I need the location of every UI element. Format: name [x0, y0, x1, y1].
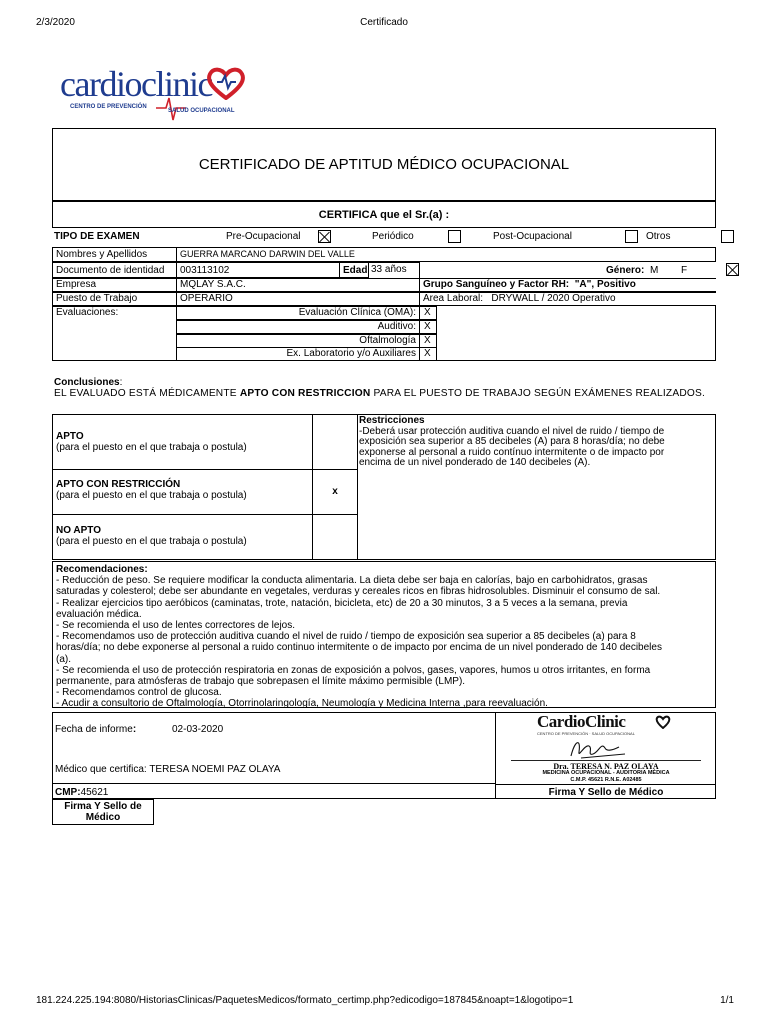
- fecha-colon: :: [132, 724, 137, 735]
- eval-row: Oftalmología: [176, 334, 420, 348]
- signature-divider: [495, 712, 496, 799]
- grupo-label: Grupo Sanguíneo y Factor RH:: [423, 279, 570, 290]
- tipo-examen-label: TIPO DE EXAMEN: [54, 231, 140, 242]
- documento-value: 003113102: [176, 262, 340, 278]
- logo-subtitle-occupational: SALUD OCUPACIONAL: [168, 108, 235, 114]
- stamp-specialty: MEDICINA OCUPACIONAL - AUDITORIA MÉDICA: [542, 770, 670, 776]
- checkbox-genero-m[interactable]: [726, 263, 739, 276]
- firma-left-line1: Firma Y Sello de: [64, 801, 142, 812]
- option-pre-ocupacional: Pre-Ocupacional: [226, 231, 301, 242]
- logo-subtitle-prevention: CENTRO DE PREVENCIÓN: [70, 104, 147, 110]
- eval-mark: X: [419, 334, 437, 348]
- conclusion-pre: EL EVALUADO ESTÁ MÉDICAMENTE: [54, 388, 240, 399]
- stamp-subtitle: CENTRO DE PREVENCIÓN · SALUD OCUPACIONAL: [537, 731, 635, 736]
- fecha-informe: [55, 724, 136, 735]
- area-label: Area Laboral:: [423, 293, 484, 304]
- aptitud-title: APTO CON RESTRICCIÓN: [56, 479, 181, 490]
- edad-label: Edad: [339, 262, 369, 278]
- restricciones-label: Restricciones: [359, 415, 425, 426]
- logo-wordmark: cardioclinic: [60, 64, 212, 104]
- recomendacion-line: (a).: [56, 653, 71, 665]
- aptitud-mark-no-apto: [312, 514, 358, 560]
- recomendacion-line: - Se recomienda el uso de protección respiratoria en zonas de exposición a polvos, gases, vapores, humos u otros irritantes, en forma: [56, 664, 651, 676]
- medico-certifica: [55, 764, 280, 775]
- firma-sello-left: [52, 799, 154, 825]
- edad-value: 33 años: [368, 262, 420, 278]
- cmp: [55, 787, 108, 798]
- nombres-label: Nombres y Apellidos: [52, 247, 177, 262]
- recomendacion-line: - Recomendamos uso de protección auditiva cuando el nivel de ruido / tiempo de exposición sea superior a 85 decibeles (a) para 8: [56, 631, 636, 643]
- cmp-value: 45621: [80, 787, 109, 798]
- recomendacion-line: - Se recomienda el uso de lentes correctores de lejos.: [56, 620, 296, 632]
- restricciones-line: exponerse al personal a ruido contínuo intermitente o de impacto por: [359, 446, 665, 458]
- genero-f-label: F: [681, 265, 688, 276]
- restricciones-line: exposición sea superior a 85 decibeles (A) para 8 horas/día; no debe: [359, 436, 665, 448]
- aptitud-title: APTO: [56, 431, 84, 442]
- aptitud-sub: (para el puesto en el que trabaja o postula): [56, 442, 247, 453]
- aptitud-title: NO APTO: [56, 525, 102, 536]
- puesto-value: OPERARIO: [176, 292, 420, 306]
- conclusiones-heading: [54, 377, 122, 388]
- grupo-value: "A", Positivo: [574, 279, 636, 290]
- recomendacion-line: saturadas y colesterol; debe ser abundante en vegetales, verduras y cereales ricos en fibras hidrosolubles. Disminuir el consumo de sal.: [56, 586, 661, 598]
- restricciones-line: -Deberá usar protección auditiva cuando el nivel de ruido / tiempo de: [359, 425, 665, 437]
- conclusion-result: APTO CON RESTRICCION: [239, 388, 371, 399]
- recomendacion-line: - Acudir a consultorio de Oftalmología, Otorrinolaringología, Neumología y Medicina Interna ,para reevaluación.: [56, 698, 548, 710]
- checkbox-otros[interactable]: [721, 230, 734, 243]
- empresa-value: MQLAY S.A.C.: [176, 278, 420, 292]
- genero-label: Género:: [606, 265, 645, 276]
- aptitud-mark-apto: [312, 414, 358, 470]
- eval-mark: X: [419, 347, 437, 361]
- conclusion-post: PARA EL PUESTO DE TRABAJO SEGÚN EXÁMENES REALIZADOS.: [370, 388, 706, 399]
- recomendacion-line: evaluación médica.: [56, 608, 142, 620]
- eval-mark: X: [419, 306, 437, 320]
- print-title: Certificado: [360, 17, 408, 28]
- restricciones-panel: [358, 416, 714, 469]
- recomendacion-line: - Realizar ejercicios tipo aeróbicos (caminatas, trote, natación, bicicleta, etc) de 20 a 30 minutos, 3 a 5 veces a la semana, previa: [56, 597, 628, 609]
- puesto-label: Puesto de Trabajo: [52, 292, 177, 306]
- recomendaciones-box: [52, 561, 716, 708]
- handwritten-signature: [567, 734, 637, 762]
- eval-mark: X: [419, 320, 437, 334]
- option-periodico: Periódico: [372, 231, 414, 242]
- eval-row: Auditivo:: [176, 320, 420, 334]
- recomendacion-line: horas/día; no debe exponerse al personal a ruido continuo intermitente o de impacto por encima de un nivel ponderado de 140 decibeles: [56, 642, 662, 654]
- print-date: 2/3/2020: [36, 17, 75, 28]
- doctor-stamp: [505, 712, 705, 784]
- evaluaciones-label: Evaluaciones:: [52, 306, 177, 361]
- empresa-label: Empresa: [52, 278, 177, 292]
- stamp-heart-icon: [655, 715, 671, 729]
- medico-value: TERESA NOEMI PAZ OLAYA: [149, 764, 281, 775]
- document-title: CERTIFICADO DE APTITUD MÉDICO OCUPACIONAL: [198, 156, 570, 173]
- aptitud-sub: (para el puesto en el que trabaja o postula): [56, 490, 247, 501]
- eval-row: Ex. Laboratorio y/o Auxiliares: [176, 347, 420, 361]
- recomendacion-line: - Recomendamos control de glucosa.: [56, 687, 222, 699]
- conclusiones-label: Conclusiones: [54, 377, 120, 388]
- recomendacion-line: - Reducción de peso. Se requiere modificar la conducta alimentaria. La dieta debe ser baja en calorías, bajo en carbohidratos, grasas: [56, 575, 648, 587]
- aptitud-row-apto-restriccion: [52, 469, 313, 515]
- aptitud-mark-apto-restriccion: x: [312, 469, 358, 515]
- area-laboral: [419, 292, 716, 306]
- print-page-number: 1/1: [720, 995, 734, 1006]
- aptitud-row-no-apto: [52, 514, 313, 560]
- checkbox-periodico[interactable]: [448, 230, 461, 243]
- certifica-heading: CERTIFICA que el Sr.(a) :: [318, 209, 450, 221]
- certifica-box: [52, 201, 716, 228]
- restricciones-line: encima de un nivel ponderado de 140 decibeles (A).: [359, 457, 591, 469]
- cmp-label: CMP:: [55, 787, 81, 798]
- option-otros: Otros: [646, 231, 671, 242]
- signature-row-line: [495, 784, 716, 785]
- option-post-ocupacional: Post-Ocupacional: [493, 231, 572, 242]
- documento-label: Documento de identidad: [52, 262, 177, 278]
- stamp-registration: C.M.P. 45621 R.N.E. A02485: [570, 777, 642, 783]
- heart-icon: [205, 66, 247, 100]
- medico-label: Médico que certifica:: [55, 764, 147, 775]
- nombres-value: GUERRA MARCANO DARWIN DEL VALLE: [176, 247, 716, 262]
- fecha-label: Fecha de informe: [55, 724, 133, 735]
- conclusiones-colon: :: [119, 377, 123, 388]
- cardioclinic-logo: [60, 66, 250, 126]
- firma-left-line2: Médico: [85, 812, 121, 823]
- eval-row: Evaluación Clínica (OMA):: [176, 306, 420, 320]
- title-box: [52, 128, 716, 201]
- genero-m-label: M: [650, 265, 659, 276]
- checkbox-post-ocupacional[interactable]: [625, 230, 638, 243]
- aptitud-row-apto: [52, 414, 313, 470]
- signature-row-line: [52, 783, 496, 784]
- conclusiones-text: [54, 388, 705, 399]
- area-value: DRYWALL / 2020 Operativo: [491, 293, 616, 304]
- firma-sello-right: Firma Y Sello de Médico: [548, 787, 664, 798]
- recomendaciones-label: Recomendaciones:: [56, 564, 148, 575]
- stamp-doctor-name: Dra. TERESA N. PAZ OLAYA: [511, 760, 701, 771]
- grupo-sanguineo: [419, 278, 716, 292]
- aptitud-sub: (para el puesto en el que trabaja o postula): [56, 536, 247, 547]
- checkbox-pre-ocupacional[interactable]: [318, 230, 331, 243]
- recomendacion-line: permanente, para atmósferas de trabajo que sobrepasen el límite máximo permisible (LMP).: [56, 676, 466, 688]
- stamp-logo: CardioClinic: [537, 712, 626, 731]
- fecha-value: 02-03-2020: [172, 724, 224, 735]
- print-url: 181.224.225.194:8080/HistoriasClinicas/PaquetesMedicos/formato_certimp.php?edicodigo=187845&noapt=1&logotipo=1: [36, 995, 574, 1006]
